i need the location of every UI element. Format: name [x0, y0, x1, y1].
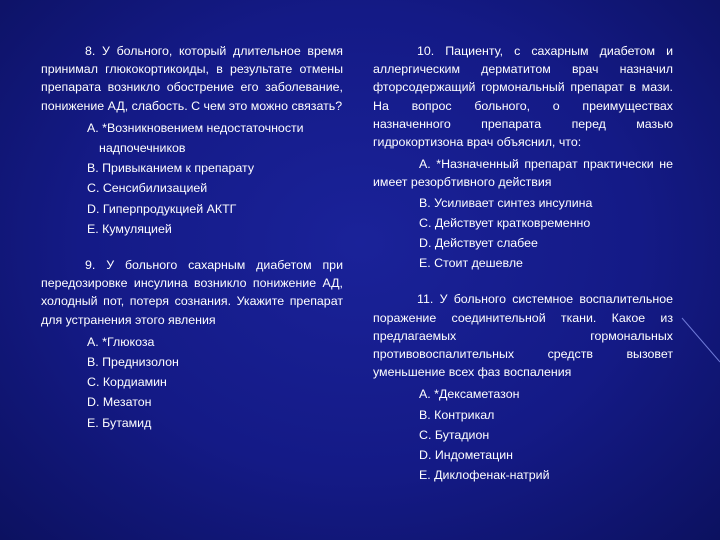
option-e: E. Диклофенак-натрий — [419, 468, 550, 483]
question-9 — [41, 256, 343, 432]
option-c: C. Сенсибилизацией — [87, 181, 208, 196]
option-c: C. Бутадион — [419, 427, 490, 442]
option-a: A. *Глюкоза — [87, 334, 155, 349]
option-b: B. Усиливает синтез инсулина — [419, 195, 593, 210]
question-11 — [373, 290, 673, 484]
question-9-text: 9. У больного сахарным диабетом при передозировке инсулина возникло понижение АД, холодный пот, потеря сознания. Укажите препарат для устранения этого явления — [41, 258, 343, 327]
question-8-options — [41, 119, 343, 238]
question-10-text: 10. Пациенту, с сахарным диабетом и аллергическим дерматитом врач назначил фторсодержащий гормональный препарат в мази. На вопрос больного, о преимуществах назначенного препарата перед мазью гидрокортизона врач объяснил, что: — [373, 44, 673, 150]
option-b: B. Привыканием к препарату — [87, 161, 255, 176]
option-e: E. Кумуляцией — [87, 221, 172, 236]
option-a: A. *Возникновением недостаточности — [87, 120, 304, 135]
option-d: D. Мезатон — [87, 395, 152, 410]
right-column — [373, 42, 673, 502]
option-d: D. Гиперпродукцией АКТГ — [87, 201, 237, 216]
option-a-continued: надпочечников — [99, 141, 186, 156]
question-8 — [41, 42, 343, 238]
option-e: E. Стоит дешевле — [419, 256, 523, 271]
decorative-line — [680, 0, 720, 540]
question-10-options — [373, 155, 673, 272]
question-8-text: 8. У больного, который длительное время принимал глюкокортикоиды, в результате отмены препарата возникло обострение его заболевание, понижение АД, слабость. С чем это можно связать? — [41, 44, 343, 113]
option-a: A. *Назначенный препарат практически не имеет резорбтивного действия — [373, 157, 673, 190]
option-c: C. Кордиамин — [87, 375, 167, 390]
question-9-options — [41, 333, 343, 432]
question-10 — [373, 42, 673, 272]
option-a: A. *Дексаметазон — [419, 387, 520, 402]
option-d: D. Действует слабее — [419, 236, 538, 251]
question-11-text: 11. У больного системное воспалительное поражение соединительной ткани. Какое из предлагаемых гормональных противовоспалительных средств вызовет уменьшение всех фаз воспаления — [373, 292, 673, 380]
option-d: D. Индометацин — [419, 448, 513, 463]
left-column — [41, 42, 343, 450]
option-e: E. Бутамид — [87, 415, 152, 430]
question-11-options — [373, 385, 673, 484]
option-b: B. Контрикал — [419, 407, 495, 422]
option-b: B. Преднизолон — [87, 355, 179, 370]
option-c: C. Действует кратковременно — [419, 215, 591, 230]
